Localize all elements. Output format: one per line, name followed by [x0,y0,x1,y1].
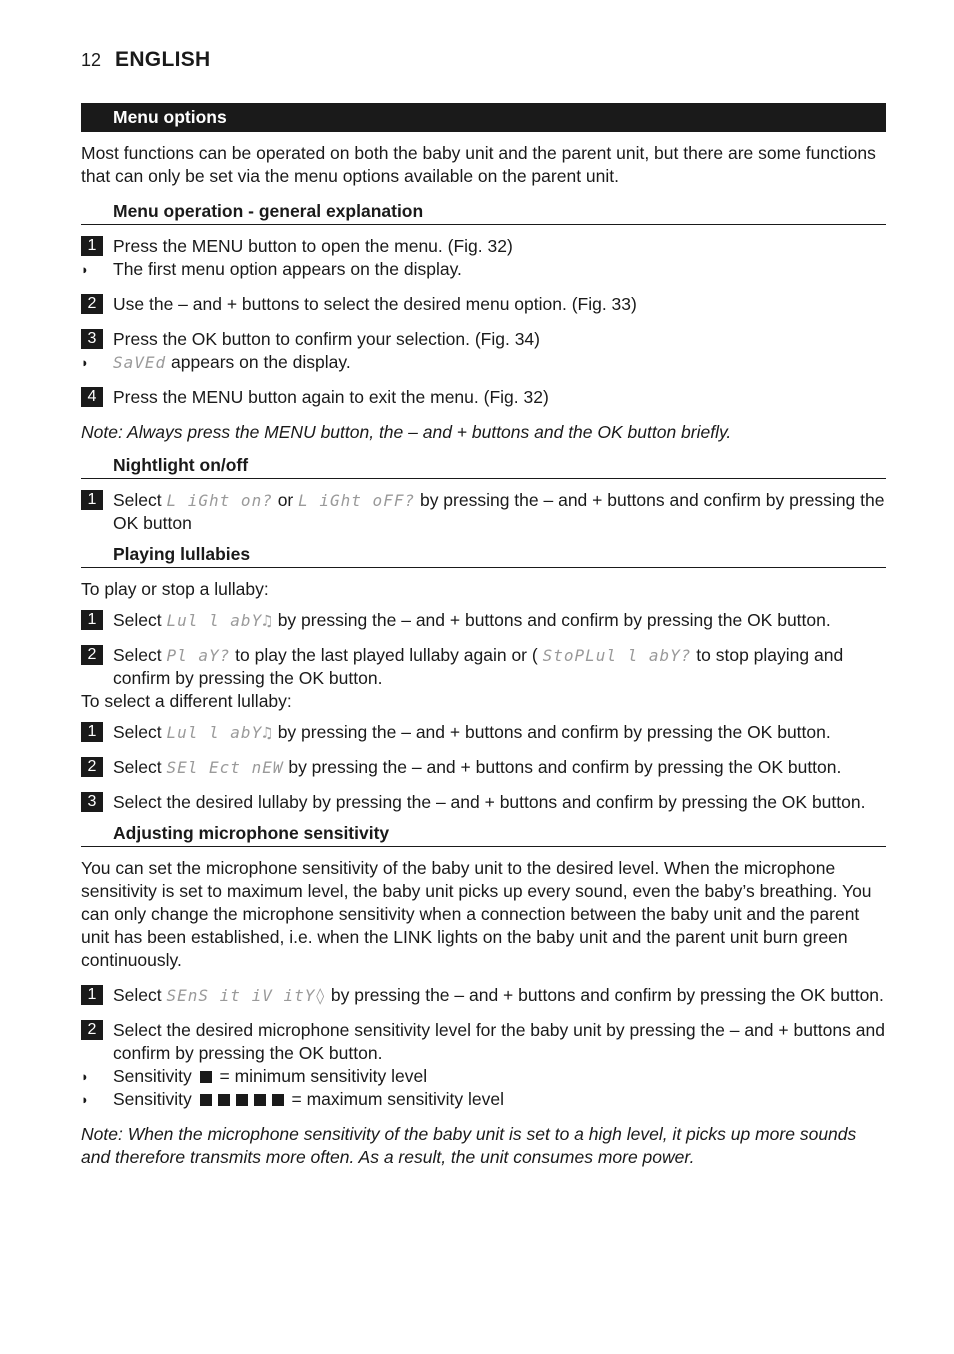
result-item [81,258,886,281]
step-number: 2 [81,1020,103,1040]
lcd-text-lullaby: Lul l abY♫ [166,611,273,630]
lcd-text-sensitivity: SEnS it iV itY◊ [166,986,326,1005]
step-text: Press the MENU button again to exit the menu. (Fig. 32) [113,387,549,407]
section-title-menu-options: Menu options [81,103,886,132]
step-number: 1 [81,610,103,630]
intro-select-lullaby: To select a different lullaby: [81,691,292,711]
step-text: Select Pl aY? to play the last played lullaby again or ( StoPLul l abY? to stop playing and confirm by pressing the OK button. [113,645,844,688]
step-item [81,1019,886,1065]
step-text: Select Lul l abY♫ by pressing the – and + buttons and confirm by pressing the OK button. [113,722,831,742]
result-item [81,351,886,374]
sensitivity-square-icon [254,1094,266,1106]
step-item [81,386,886,409]
result-marker-icon: ◗ [81,1069,89,1084]
step-text: Select Lul l abY♫ by pressing the – and + buttons and confirm by pressing the OK button. [113,610,831,630]
lcd-text-stop-lullaby: StoPLul l abY? [542,646,692,665]
step-item [81,644,886,690]
page-content [81,103,886,1179]
step-item [81,721,886,744]
subheading-microphone: Adjusting microphone sensitivity [81,822,886,847]
sensitivity-square-icon [272,1094,284,1106]
result-marker-icon: ◗ [81,355,89,370]
step-number: 1 [81,236,103,256]
step-text: Select the desired microphone sensitivity level for the baby unit by pressing the – and + buttons and confirm by pressing the OK button. [113,1020,885,1063]
step-number: 1 [81,985,103,1005]
note-microphone: Note: When the microphone sensitivity of the baby unit is set to a high level, it picks up more sounds and therefore transmits more often. As a result, the unit consumes more power. [81,1124,857,1167]
step-item [81,293,886,316]
page-header [81,46,210,74]
note-menu-operation: Note: Always press the MENU button, the – and + buttons and the OK button briefly. [81,422,732,442]
step-number: 1 [81,722,103,742]
step-text: Press the MENU button to open the menu. (Fig. 32) [113,236,513,256]
step-item [81,328,886,351]
step-number: 3 [81,329,103,349]
result-item: ◗ Sensitivity = maximum sensitivity level [81,1089,504,1109]
step-number: 2 [81,757,103,777]
sensitivity-square-icon [200,1094,212,1106]
step-text: Select the desired lullaby by pressing the – and + buttons and confirm by pressing the OK button. [113,792,866,812]
result-marker-icon: ◗ [81,262,89,277]
step-item [81,489,886,535]
step-number: 2 [81,294,103,314]
step-number: 3 [81,792,103,812]
lcd-text-select-new: SEl Ect nEW [166,758,284,777]
step-number: 1 [81,490,103,510]
step-item [81,791,886,814]
lcd-text-light-on: L iGht on? [166,491,273,510]
step-item [81,756,886,779]
subheading-lullabies: Playing lullabies [81,543,886,568]
lcd-text-lullaby: Lul l abY♫ [166,723,273,742]
intro-play-lullaby: To play or stop a lullaby: [81,579,269,599]
result-item: ◗ Sensitivity = minimum sensitivity level [81,1066,428,1086]
lcd-text-light-off: L iGht oFF? [298,491,416,510]
step-text: Select SEnS it iV itY◊ by pressing the – and + buttons and confirm by pressing the OK button. [113,985,884,1005]
step-text: Press the OK button to confirm your selection. (Fig. 34) [113,329,540,349]
step-item [81,984,886,1007]
step-text: Select SEl Ect nEW by pressing the – and + buttons and confirm by pressing the OK button. [113,757,842,777]
sensitivity-square-icon [236,1094,248,1106]
intro-paragraph: Most functions can be operated on both the baby unit and the parent unit, but there are some functions that can only be set via the menu options available on the parent unit. [81,143,876,186]
step-number: 4 [81,387,103,407]
lcd-text-saved: SaVEd [113,353,167,372]
result-marker-icon: ◗ [81,1092,89,1107]
subheading-menu-operation: Menu operation - general explanation [81,200,886,225]
step-text: Use the – and + buttons to select the desired menu option. (Fig. 33) [113,294,637,314]
result-text: The first menu option appears on the display. [113,259,462,279]
subheading-nightlight: Nightlight on/off [81,454,886,479]
step-text: Select L iGht on? or L iGht oFF? by pressing the – and + buttons and confirm by pressing the OK button [113,490,885,533]
page-number: 12 [81,50,102,70]
intro-microphone: You can set the microphone sensitivity of the baby unit to the desired level. When the microphone sensitivity is set to maximum level, the baby unit picks up every sound, even the baby’s breathing. You can only change the microphone sensitivity when a connection between the baby unit and the parent unit has been established, i.e. when the LINK lights on the baby unit and the parent unit burn green continuously. [81,858,872,970]
step-number: 2 [81,645,103,665]
sensitivity-square-icon [218,1094,230,1106]
step-item [81,609,886,632]
lcd-text-play: Pl aY? [166,646,231,665]
result-text: appears on the display. [166,352,351,372]
language-label: ENGLISH [115,48,211,71]
sensitivity-square-icon [200,1071,212,1083]
step-item [81,235,886,258]
